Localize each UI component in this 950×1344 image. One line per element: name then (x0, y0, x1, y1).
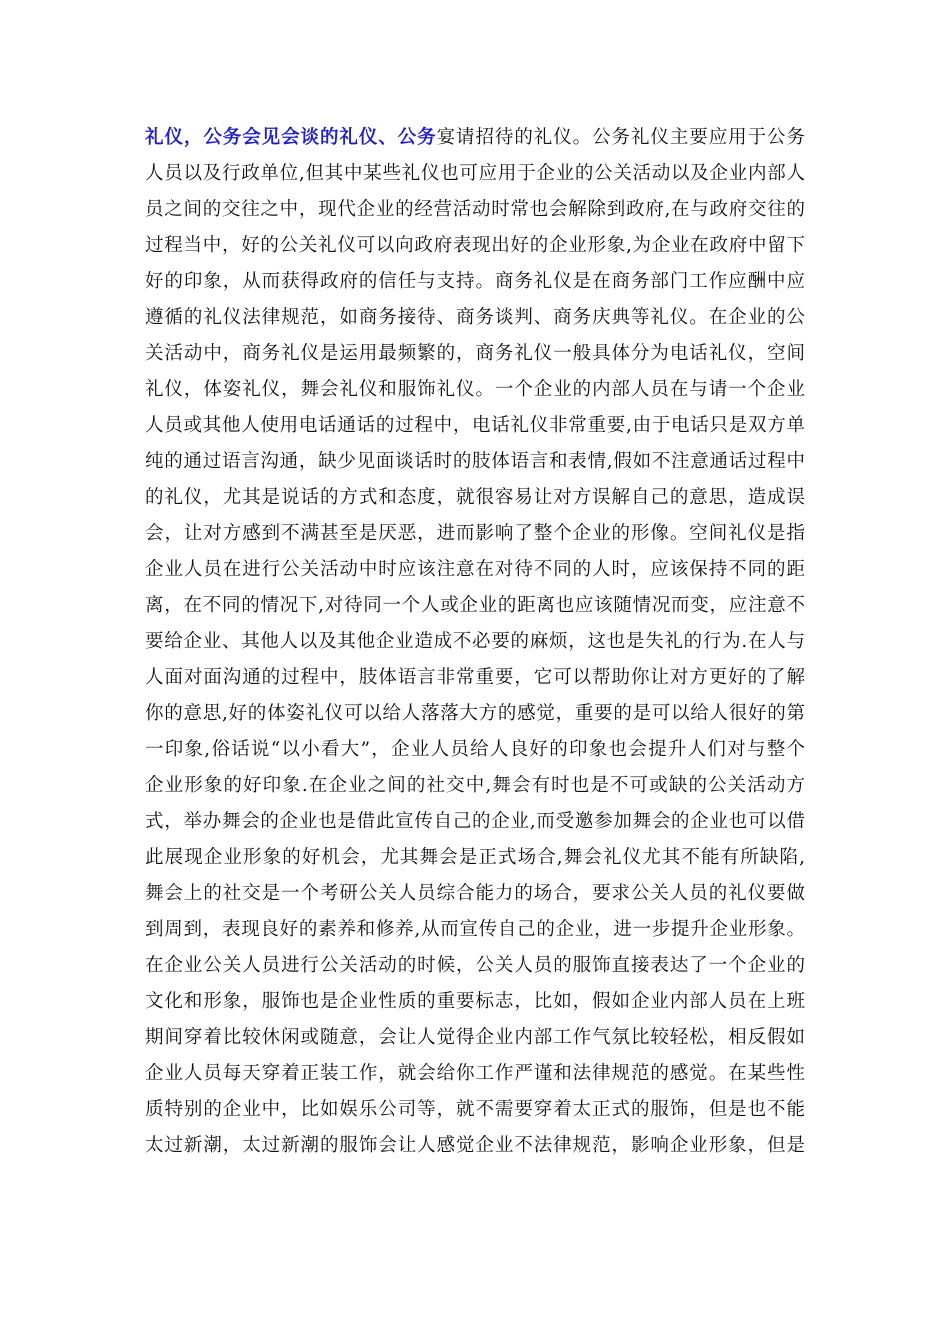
highlighted-text: 礼仪，公务会见会谈的礼仪、公务 (145, 127, 437, 148)
text-line: 此展现企业形象的好机会，尤其舞会是正式场合,舞会礼仪尤其不能有所缺陷, (145, 847, 805, 868)
text-line: 人员或其他人使用电话通话的过程中，电话礼仪非常重要,由于电话只是双方单 (145, 415, 805, 436)
text-line: 过程当中，好的公关礼仪可以向政府表现出好的企业形象,为企业在政府中留下 (145, 235, 805, 256)
text-line: 会，让对方感到不满甚至是厌恶，进而影响了整个企业的形像。空间礼仪是指 (145, 523, 805, 544)
text-line: 好的印象，从而获得政府的信任与支持。商务礼仪是在商务部门工作应酬中应 (145, 271, 805, 292)
text-line: 人面对面沟通的过程中，肢体语言非常重要，它可以帮助你让对方更好的了解 (145, 667, 805, 688)
text-line: 你的意思,好的体姿礼仪可以给人落落大方的感觉，重要的是可以给人很好的第 (145, 703, 805, 724)
text-line: 员之间的交往之中，现代企业的经营活动时常也会解除到政府,在与政府交往的 (145, 199, 805, 220)
body-text (145, 120, 805, 1164)
text-line: 人员以及行政单位,但其中某些礼仪也可应用于企业的公关活动以及企业内部人 (145, 163, 805, 184)
text-line: 期间穿着比较休闲或随意，会让人觉得企业内部工作气氛比较轻松，相反假如 (145, 1027, 805, 1048)
text-line (145, 120, 805, 156)
text-line: 在企业公关人员进行公关活动的时候，公关人员的服饰直接表达了一个企业的 (145, 955, 805, 976)
text-line: 的礼仪，尤其是说话的方式和态度，就很容易让对方误解自己的意思，造成误 (145, 487, 805, 508)
text-line: 企业人员每天穿着正装工作，就会给你工作严谨和法律规范的感觉。在某些性 (145, 1063, 805, 1084)
text-line: 一印象,俗话说“以小看大”，企业人员给人良好的印象也会提升人们对与整个 (145, 739, 805, 760)
text-line: 质特别的企业中，比如娱乐公司等，就不需要穿着太正式的服饰，但是也不能 (145, 1099, 805, 1120)
text-line: 关活动中，商务礼仪是运用最频繁的，商务礼仪一般具体分为电话礼仪，空间 (145, 343, 805, 364)
text-line: 式，举办舞会的企业也是借此宣传自己的企业,而受邀参加舞会的企业也可以借 (145, 811, 805, 832)
line-rest: 宴请招待的礼仪。公务礼仪主要应用于公务 (436, 127, 805, 148)
text-line: 企业形象的好印象.在企业之间的社交中,舞会有时也是不可或缺的公关活动方 (145, 775, 805, 796)
text-line: 礼仪，体姿礼仪，舞会礼仪和服饰礼仪。一个企业的内部人员在与请一个企业 (145, 379, 805, 400)
text-line: 企业人员在进行公关活动中时应该注意在对待不同的人时，应该保持不同的距 (145, 559, 805, 580)
text-line: 纯的通过语言沟通，缺少见面谈话时的肢体语言和表情,假如不注意通话过程中 (145, 451, 805, 472)
text-line: 遵循的礼仪法律规范，如商务接待、商务谈判、商务庆典等礼仪。在企业的公 (145, 307, 805, 328)
text-line: 太过新潮，太过新潮的服饰会让人感觉企业不法律规范，影响企业形象，但是 (145, 1135, 805, 1156)
text-line: 离，在不同的情况下,对待同一个人或企业的距离也应该随情况而变，应注意不 (145, 595, 805, 616)
text-line: 舞会上的社交是一个考研公关人员综合能力的场合，要求公关人员的礼仪要做 (145, 883, 805, 904)
text-line: 要给企业、其他人以及其他企业造成不必要的麻烦，这也是失礼的行为.在人与 (145, 631, 805, 652)
text-line: 到周到，表现良好的素养和修养,从而宣传自己的企业，进一步提升企业形象。 (145, 919, 805, 940)
text-line: 文化和形象，服饰也是企业性质的重要标志，比如，假如企业内部人员在上班 (145, 991, 805, 1012)
